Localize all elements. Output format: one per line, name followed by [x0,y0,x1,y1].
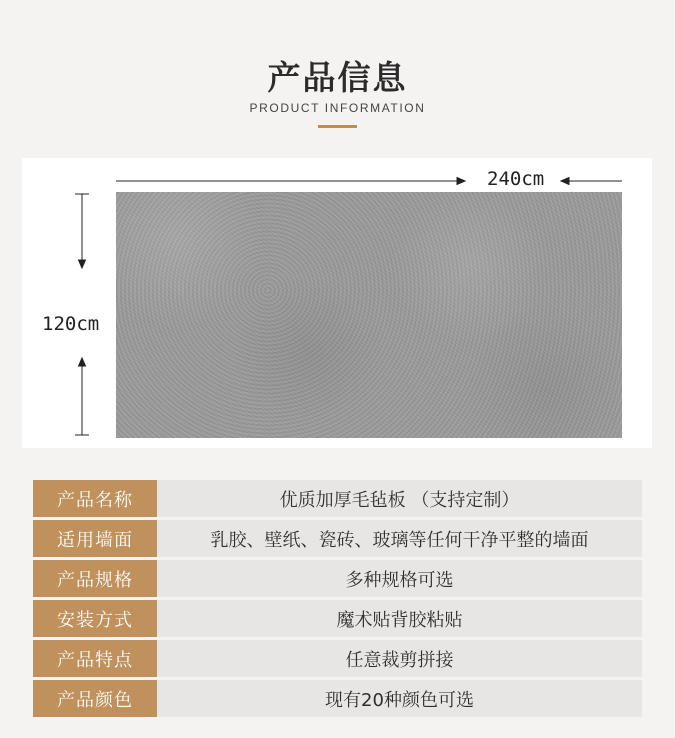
spec-value: 现有20种颜色可选 [157,680,642,717]
spec-label: 产品名称 [33,480,157,517]
spec-value: 优质加厚毛毡板 （支持定制） [157,480,642,517]
section-header [0,0,675,150]
product-spec-table [33,480,642,720]
spec-value: 任意裁剪拼接 [157,640,642,677]
spec-row-name [33,480,642,517]
spec-label: 产品规格 [33,560,157,597]
width-label: 240cm [487,168,545,190]
height-arrow-bottom [75,358,89,435]
spec-row-install [33,600,642,637]
spec-label: 产品颜色 [33,680,157,717]
width-arrow-left [116,178,465,185]
spec-row-feature [33,640,642,677]
spec-value: 多种规格可选 [157,560,642,597]
section-subtitle: PRODUCT INFORMATION [249,101,426,115]
spec-row-wall [33,520,642,557]
height-label: 120cm [42,313,100,335]
width-arrow-right [561,178,622,185]
spec-value: 乳胶、壁纸、瓷砖、玻璃等任何干净平整的墙面 [157,520,642,557]
spec-row-size [33,560,642,597]
dimension-arrows [22,158,652,448]
spec-label: 安装方式 [33,600,157,637]
spec-label: 产品特点 [33,640,157,677]
product-dimension-diagram [22,158,652,448]
spec-value: 魔术贴背胶粘贴 [157,600,642,637]
spec-label: 适用墙面 [33,520,157,557]
height-arrow-top [75,194,89,268]
spec-row-color [33,680,642,717]
title-accent-bar [318,125,357,128]
section-title: 产品信息 [267,58,408,97]
